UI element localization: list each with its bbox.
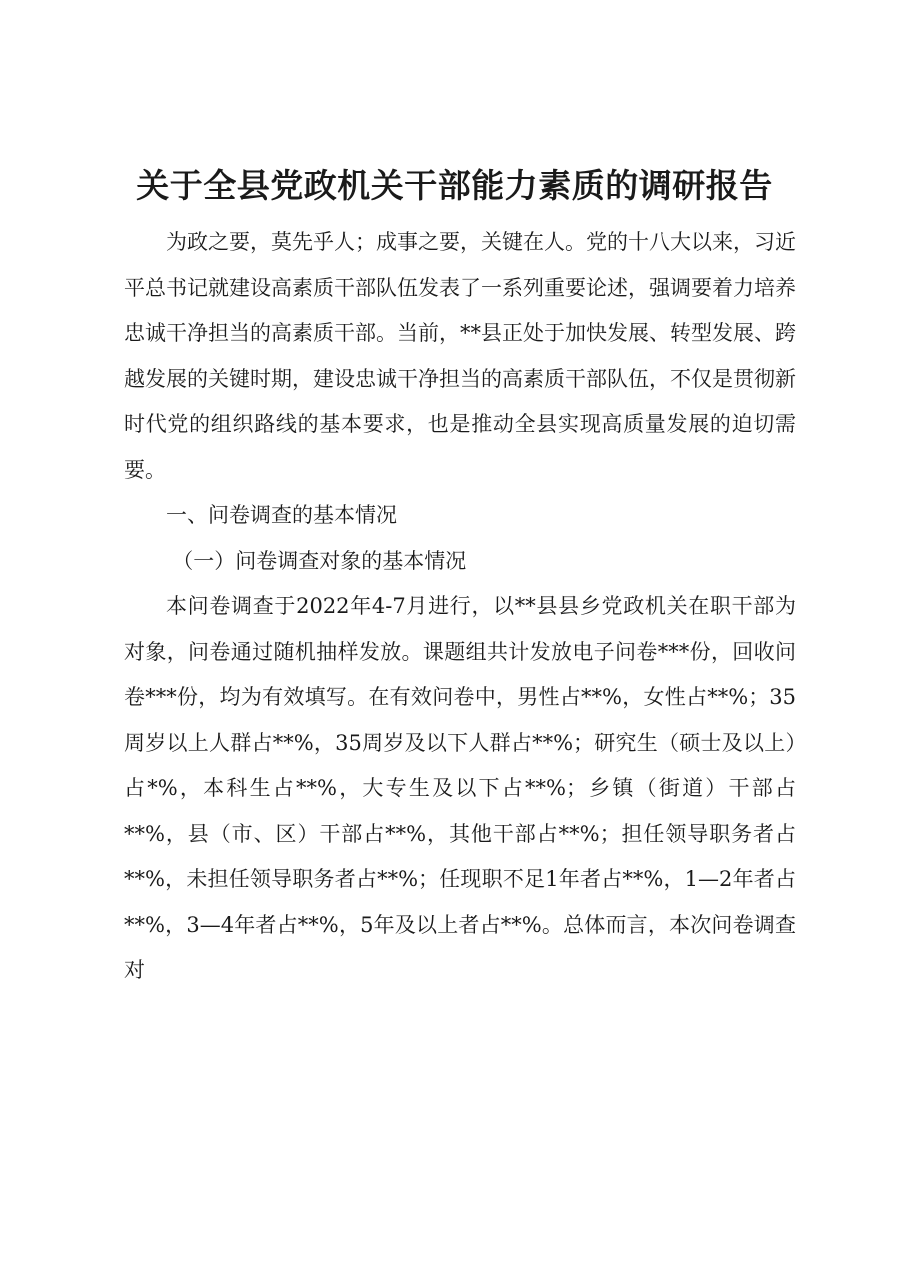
document-title: 关于全县党政机关干部能力素质的调研报告: [136, 166, 773, 205]
intro-paragraph: 为政之要，莫先乎人；成事之要，关键在人。党的十八大以来，习近平总书记就建设高素质干部队伍发表了一系列重要论述，强调要着力培养忠诚干净担当的高素质干部。当前，**县正处于加快发展、转型发展、跨越发展的关键时期，建设忠诚干净担当的高素质干部队伍，不仅是贯彻新时代党的组织路线的基本要求，也是推动全县实现高质量发展的迫切需要。: [124, 230, 796, 482]
section-heading-1: 一、问卷调查的基本情况: [166, 503, 397, 527]
subsection-heading-1: （一）问卷调查对象的基本情况: [172, 548, 467, 573]
survey-paragraph: 本问卷调查于2022年4-7月进行，以**县县乡党政机关在职干部为对象，问卷通过随机抽样发放。课题组共计发放电子问卷***份，回收问卷***份，均为有效填写。在有效问卷中，男性占**%，女性占**%；35周岁以上人群占**%，35周岁及以下人群占**%；研究生（硕士及以上）占*%，本科生占**%，大专生及以下占**%；乡镇（街道）干部占**%，县（市、区）干部占**%，其他干部占**%；担任领导职务者占**%，未担任领导职务者占**%；任现职不足1年者占**%，1—2年者占**%，3—4年者占**%，5年及以上者占**%。总体而言，本次问卷调查对: [124, 594, 796, 982]
document-body: [124, 220, 796, 994]
